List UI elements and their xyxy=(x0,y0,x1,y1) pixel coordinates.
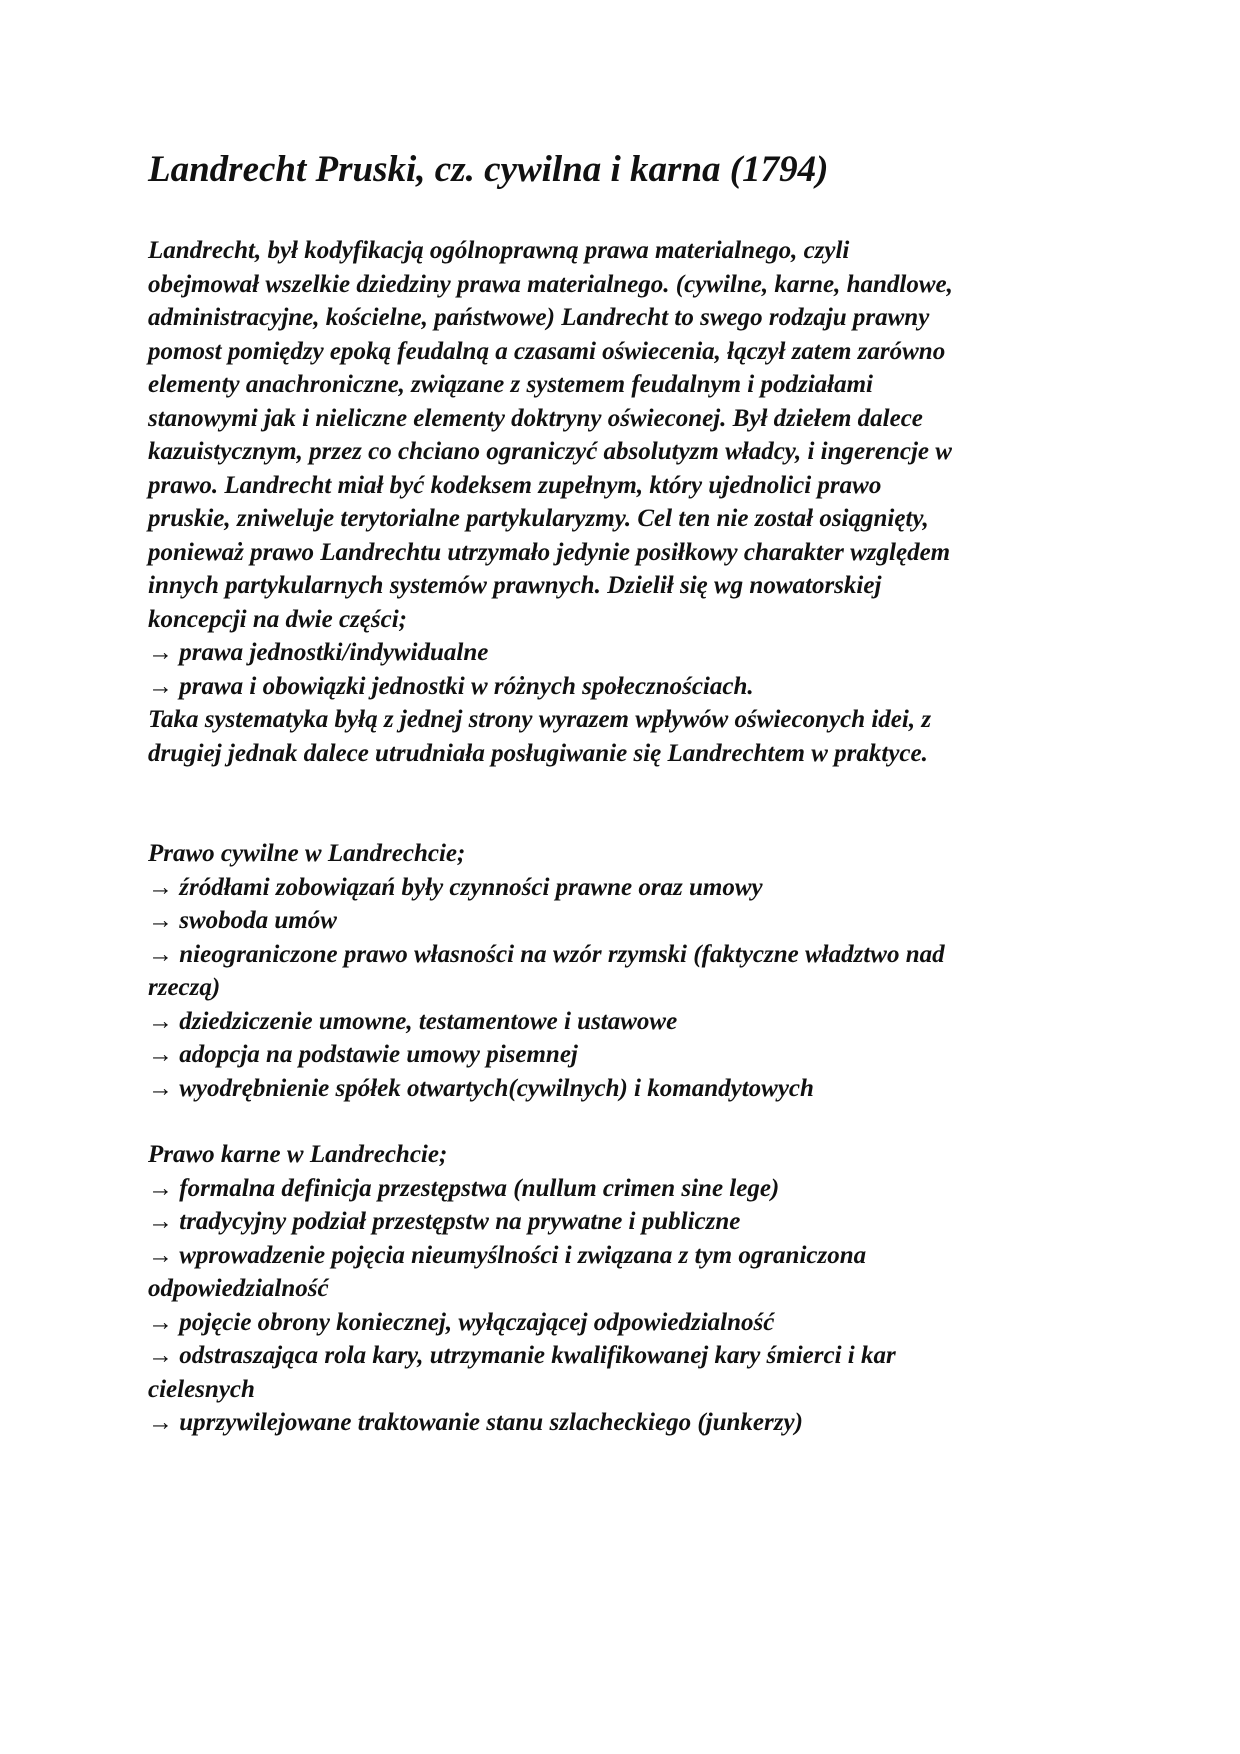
list-item-continuation: odpowiedzialność xyxy=(148,1275,329,1302)
list-item: → adopcja na podstawie umowy pisemnej xyxy=(148,1041,578,1068)
text-line: drugiej jednak dalece utrudniała posługiwanie się Landrechtem w praktyce. xyxy=(148,739,928,767)
text-line: pruskie, zniweluje terytorialne partykularyzmy. Cel ten nie został osiągnięty, xyxy=(148,505,929,532)
text-line: administracyjne, kościelne, państwowe) Landrecht to swego rodzaju prawny xyxy=(148,304,930,331)
list-item: → formalna definicja przestępstwa (nullum crimen sine lege) xyxy=(148,1174,780,1202)
list-item: → wprowadzenie pojęcia nieumyślności i związana z tym ograniczona xyxy=(148,1241,867,1269)
text-line: kazuistycznym, przez co chciano ograniczyć absolutyzm władcy, i ingerencje w xyxy=(148,438,952,465)
list-item-continuation: cielesnych xyxy=(148,1375,255,1403)
text-line: koncepcji na dwie części; xyxy=(148,605,407,633)
list-item: → tradycyjny podział przestępstw na prywatne i publiczne xyxy=(148,1208,741,1235)
text-line: obejmował wszelkie dziedziny prawa materialnego. (cywilne, karne, handlowe, xyxy=(148,270,953,298)
page-title: Landrecht Pruski, cz. cywilna i karna (1794) xyxy=(148,149,829,190)
list-item: → prawa jednostki/indywidualne xyxy=(148,639,489,666)
list-item: → swoboda umów xyxy=(148,907,337,934)
intro-paragraph xyxy=(148,234,1108,770)
text-line: Taka systematyka byłą z jednej strony wyrazem wpływów oświeconych idei, z xyxy=(148,706,932,733)
text-line: Landrecht, był kodyfikacją ogólnoprawną prawa materialnego, czyli xyxy=(148,237,850,264)
list-item: → wyodrębnienie spółek otwartych(cywilnych) i komandytowych xyxy=(148,1074,814,1102)
text-line: prawo. Landrecht miał być kodeksem zupełnym, który ujednolici prawo xyxy=(148,471,882,499)
list-item: → pojęcie obrony koniecznej, wyłączającej odpowiedzialność xyxy=(148,1308,775,1336)
text-line: pomost pomiędzy epoką feudalną a czasami oświecenia, łączył zatem zarówno xyxy=(148,337,946,365)
text-line: stanowymi jak i nieliczne elementy doktryny oświeconej. Był dziełem dalece xyxy=(148,404,923,432)
list-item: → prawa i obowiązki jednostki w różnych społecznościach. xyxy=(148,672,754,700)
list-item: → odstraszająca rola kary, utrzymanie kwalifikowanej kary śmierci i kar xyxy=(148,1342,896,1369)
section-heading: Prawo cywilne w Landrechcie; xyxy=(148,840,466,867)
text-line: ponieważ prawo Landrechtu utrzymało jedynie posiłkowy charakter względem xyxy=(148,538,951,566)
list-item: → dziedziczenie umowne, testamentowe i ustawowe xyxy=(148,1007,678,1035)
text-line: elementy anachroniczne, związane z systemem feudalnym i podziałami xyxy=(148,371,873,398)
list-item: → nieograniczone prawo własności na wzór rzymski (faktyczne władztwo nad xyxy=(148,940,945,968)
civil-law-section xyxy=(148,837,1108,1105)
list-item: → uprzywilejowane traktowanie stanu szlacheckiego (junkerzy) xyxy=(148,1409,803,1436)
text-line: innych partykularnych systemów prawnych. Dzielił się wg nowatorskiej xyxy=(148,572,882,599)
criminal-law-section xyxy=(148,1138,1108,1440)
list-item: → źródłami zobowiązań były czynności prawne oraz umowy xyxy=(148,873,763,901)
section-heading: Prawo karne w Landrechcie; xyxy=(148,1141,448,1168)
list-item-continuation: rzeczą) xyxy=(148,974,221,1001)
